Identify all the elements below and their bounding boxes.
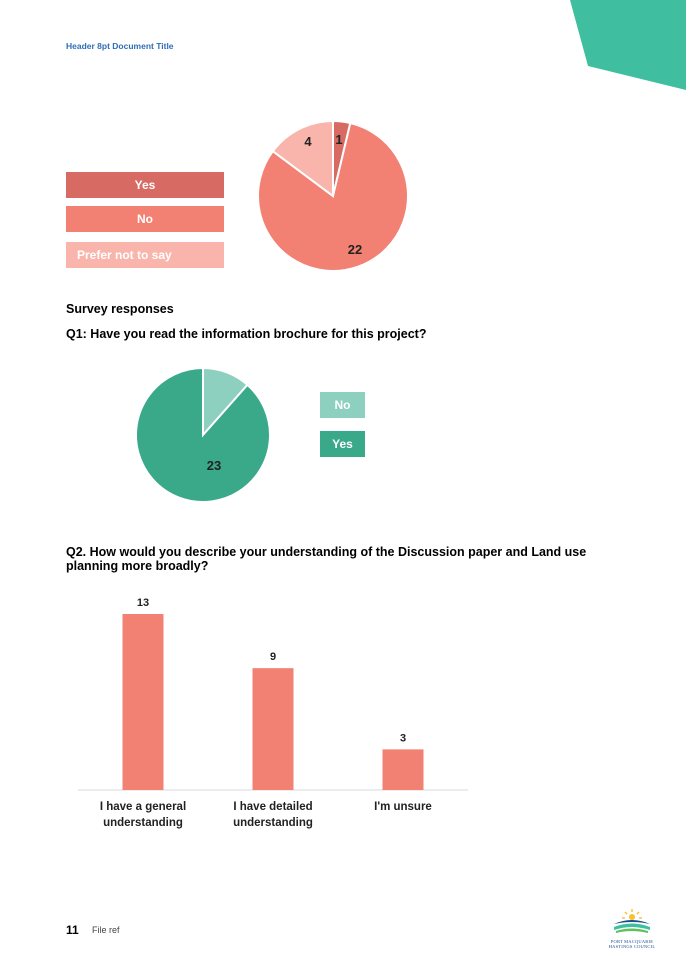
q1-question: Q1: Have you read the information brochure for this project? bbox=[66, 327, 427, 341]
legend-label: Prefer not to say bbox=[77, 248, 172, 262]
x-tick-label: understanding bbox=[103, 817, 183, 829]
logo-text-line2: HASTINGS COUNCIL bbox=[608, 944, 656, 949]
page-number: 11 bbox=[66, 923, 79, 937]
section-title: Survey responses bbox=[66, 302, 174, 316]
header-document-title: Header 8pt Document Title bbox=[66, 41, 174, 51]
x-tick-label: I have a general bbox=[99, 801, 187, 813]
bar bbox=[123, 614, 164, 790]
file-ref: File ref bbox=[92, 925, 120, 935]
pie-data-label: 4 bbox=[304, 134, 312, 149]
legend-label: No bbox=[137, 212, 153, 226]
x-tick-label: understanding bbox=[233, 817, 313, 829]
q2-question-line1: Q2. How would you describe your understanding of the Discussion paper and Land use bbox=[66, 545, 587, 559]
bar bbox=[383, 749, 424, 790]
legend-label: No bbox=[334, 398, 351, 412]
council-logo bbox=[606, 908, 658, 949]
bar-data-label: 13 bbox=[136, 597, 150, 609]
q2-question-line2: planning more broadly? bbox=[66, 559, 209, 573]
logo-text-line1: PORT MACQUARIE bbox=[610, 939, 654, 944]
bar-data-label: 9 bbox=[269, 651, 277, 664]
legend-label: Yes bbox=[134, 178, 156, 192]
x-tick-label: I have detailed bbox=[233, 801, 313, 813]
x-tick-label: I'm unsure bbox=[374, 801, 432, 813]
pie-data-label: 23 bbox=[206, 458, 222, 473]
bar bbox=[253, 668, 294, 790]
pie-data-label: 1 bbox=[335, 132, 343, 147]
sun-hills-logo-icon bbox=[606, 908, 658, 934]
bar-data-label: 3 bbox=[399, 732, 407, 745]
pie-data-label: 22 bbox=[347, 242, 363, 257]
legend-label: Yes bbox=[332, 437, 353, 451]
